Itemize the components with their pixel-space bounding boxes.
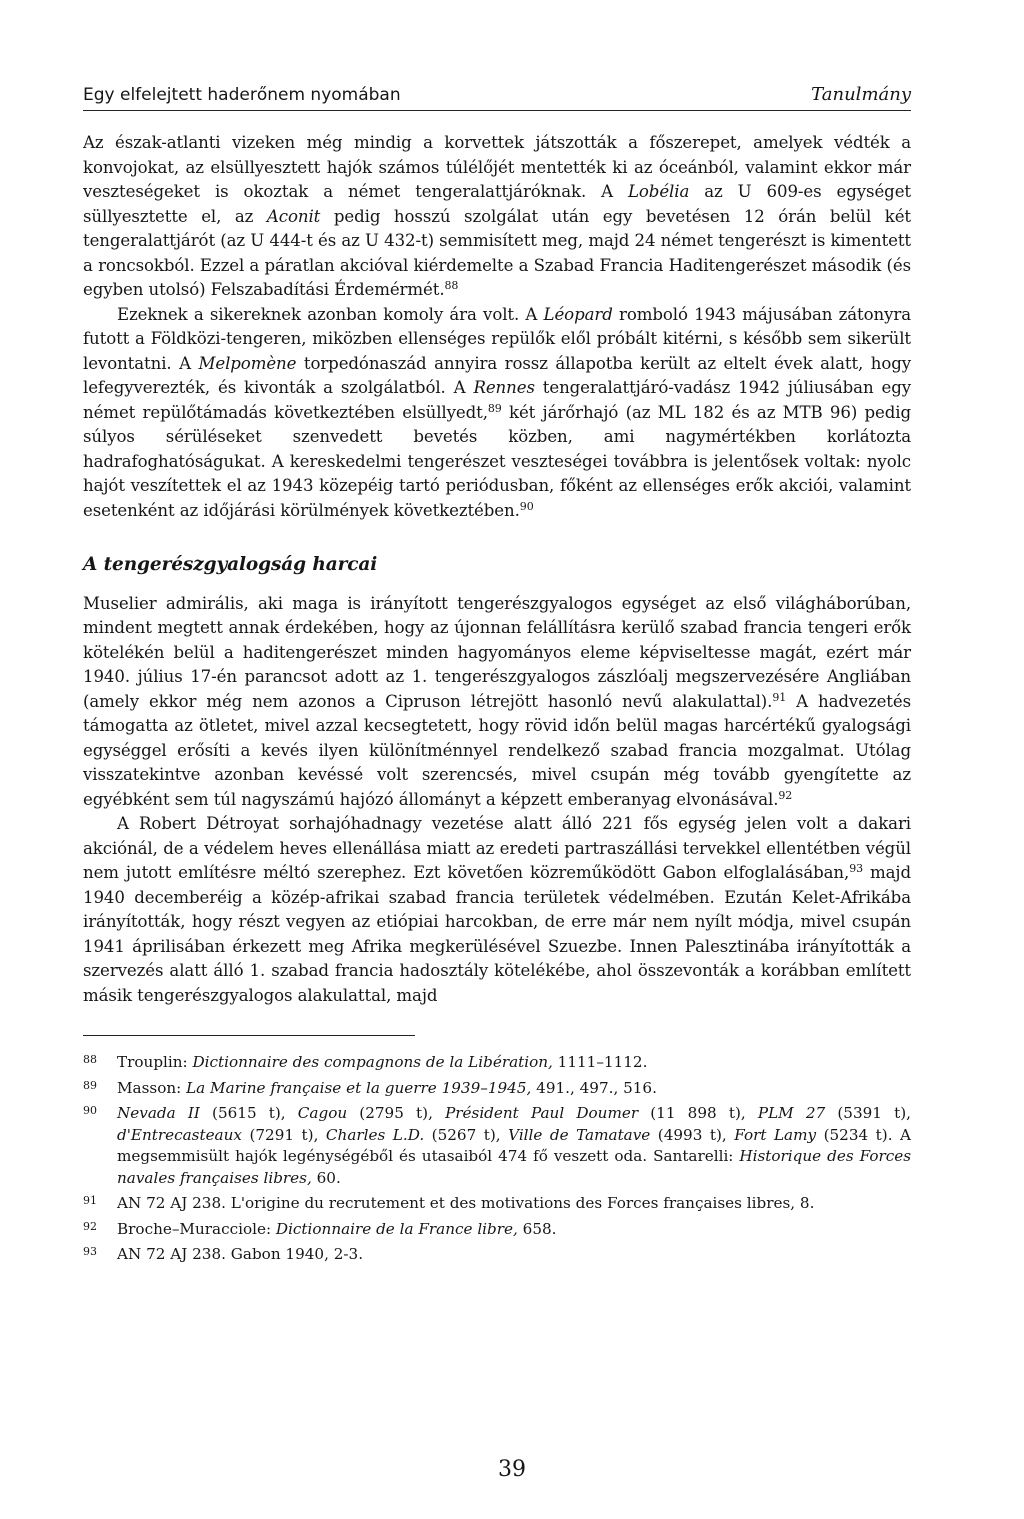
- footnote-89: 89 Masson: La Marine française et la guerre 1939–1945, 491., 497., 516.: [83, 1078, 657, 1097]
- section-heading: A tengerészgyalogság harcai: [83, 554, 378, 575]
- paragraph-2: Ezeknek a sikereknek azonban komoly ára volt. A Léopard romboló 1943 májusában zátonyra futott a Földközi-tengeren, miközben ellenséges repülők elől próbált kitérni, s később sem sikerült levontatni. A Melpomène torpedónaszád annyira rossz állapotba került az eltelt évek alatt, hogy lefegyverezték, és kivonták a szolgálatból. A Rennes tengeralattjáró-vadász 1942 júliusában egy német repülőtámadás következtében elsüllyedt,$^{89}$ két járőrhajó (az ML 182 és az MTB 96) pedig súlyos sérüléseket szenvedett bevetés közben, ami nagymértékben korlátozta hadrafoghatóságukat. A kereskedelmi tengerészet veszteségei továbbra is jelentősek voltak: nyolc hajót veszítettek el az 1943 közepéig tartó periódusban, főként az ellenséges erők akciói, valamint esetenként az időjárási körülmények következtében.$^{90}$: [83, 304, 912, 520]
- footnotes: [83, 1052, 911, 1266]
- paragraph-1: Az észak-atlanti vizeken még mindig a korvettek játszották a főszerepet, amelyek védték a konvojokat, az elsüllyesztett hajók számos túlélőjét mentették ki az óceánból, valamint ekkor már veszteségeket is okoztak a német tengeralattjáróknak. A Lobélia az U 609-es egységet süllyesztette el, az Aconit pedig hosszú szolgálat után egy bevetésen 12 órán belül két tengeralattjárót (az U 444-t és az U 432-t) semmisített meg, majd 24 német tengerészt is kimentett a roncsokból. Ezzel a páratlan akcióval kiérdemelte a Szabad Francia Haditengerészet második (és egyben utolsó) Felszabadítási Érdemérmét.$^{88}$: [83, 133, 912, 299]
- footnote-93: 93 AN 72 AJ 238. Gabon 1940, 2-3.: [83, 1245, 364, 1263]
- footnote-90: 90 Nevada II (5615 t), Cagou (2795 t), Président Paul Doumer (11 898 t), PLM 27 (5391 t), d'Entrecasteaux (7291 t), Charles L.D. (5267 t), Ville de Tamatave (4993 t), Fort Lamy (5234 t). A megsemmisült hajók legénységéből és utasaiból 474 fő veszett oda. Santarelli: Historique des Forces navales françaises libres, 60.: [83, 1104, 912, 1187]
- body-text: [83, 131, 911, 1008]
- paragraph-3: Muselier admirális, aki maga is irányított tengerészgyalogos egységet az első világháborúban, mindent megtett annak érdekében, hogy az újonnan felállításra kerülő szabad francia tengeri erők kötelékén belül a haditengerészet minden hagyományos eleme képviseltesse magát, ezért már 1940. július 17-én parancsot adott az 1. tengerészgyalogos zászlóalj megszervezésére Angliában (amely ekkor még nem azonos a Cipruson létrejött hasonló nevű alakulattal).$^{91}$ A hadvezetés támogatta az ötletet, mivel azzal kecsegtetett, hogy rövid időn belül magas harcértékű gyalogsági egységgel erősíti a kevés ilyen különítménnyel rendelkező szabad francia mozgalmat. Utólag visszatekintve azonban kevéssé volt szerencsés, mivel csupán még tovább gyengítette az egyébként sem túl nagyszámú hajózó állományt a képzett emberanyag elvonásával.$^{92}$: [83, 593, 911, 809]
- footnote-91: 91 AN 72 AJ 238. L'origine du recrutement et des motivations des Forces françaises libres, 8.: [83, 1194, 815, 1212]
- footnote-ref-88[interactable]: 88: [444, 279, 459, 292]
- footnote-ref-92[interactable]: 92: [778, 788, 793, 802]
- footnote-ref-89[interactable]: 89: [487, 401, 502, 415]
- footnote-92: 92 Broche–Muracciole: Dictionnaire de la France libre, 658.: [83, 1219, 557, 1238]
- footnote-ref-93[interactable]: 93: [849, 862, 864, 875]
- header-title: Egy elfelejtett haderőnem nyomában: [83, 85, 401, 105]
- header-section-label: Tanulmány: [811, 84, 911, 105]
- page: [83, 84, 911, 1270]
- paragraph-4: A Robert Détroyat sorhajóhadnagy vezetése alatt álló 221 fős egység jelen volt a dakari akciónál, de a védelem heves ellenállása miatt az eredeti partraszállási tervekkel ellentétben végül nem jutott említésre méltó szerephez. Ezt követően közreműködött Gabon elfoglalásában,$^{93}$ majd 1940 decemberéig a közép-afrikai szabad francia területek védelmében. Ezután Kelet-Afrikába irányították, hogy részt vegyen az etiópiai harcokban, de erre már nem nyílt módja, mivel csupán 1941 áprilisában érkezett meg Afrika megkerülésével Szuezbe. Innen Palesztinába irányították a szervezés alatt álló 1. szabad francia hadosztály kötelékébe, ahol összevonták a korábban említett másik tengerészgyalogos alakulattal, majd: [83, 814, 911, 1005]
- page-number: 39: [498, 1457, 526, 1482]
- footnote-ref-91[interactable]: 91: [772, 690, 787, 704]
- running-header: [83, 84, 911, 111]
- footnote-88: 88 Trouplin: Dictionnaire des compagnons de la Libération, 1111–1112.: [83, 1053, 648, 1071]
- footnote-divider: [83, 1035, 415, 1036]
- footnote-ref-90[interactable]: 90: [519, 499, 534, 513]
